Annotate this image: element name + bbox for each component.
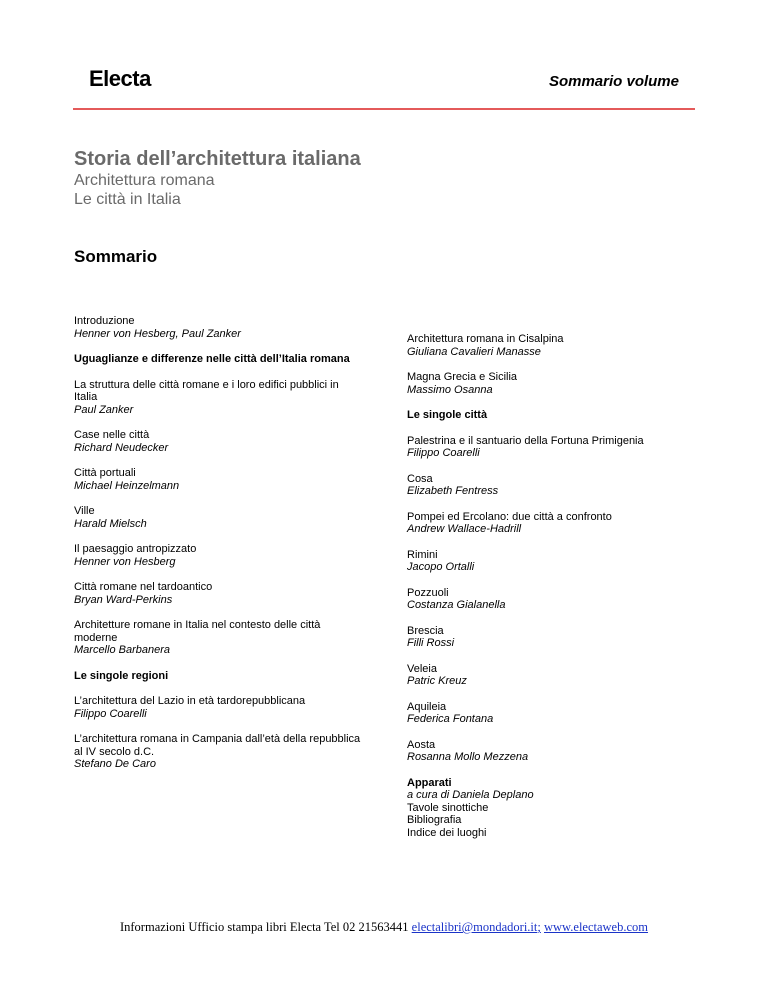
entry-title: Magna Grecia e Sicilia [407, 371, 518, 383]
entry-title: Cosa [407, 472, 433, 485]
entry-title: Introduzione [74, 315, 135, 327]
entry-author: Andrew Wallace-Hadrill [407, 523, 522, 535]
entry-title: Aquileia [407, 700, 447, 713]
entry-author: Filippo Coarelli [74, 707, 147, 720]
entry-title: Apparati [407, 776, 452, 789]
footer [0, 920, 768, 935]
entry-author: a cura di Daniela Deplano [407, 789, 534, 801]
entry-author: Jacopo Ortalli [407, 561, 475, 573]
contents-entry [407, 371, 697, 396]
entry-title: Architetture romane in Italia nel contesto delle città moderne [74, 619, 321, 644]
book-title: Storia dell’architettura italiana [74, 148, 361, 170]
footer-phone: Tel 02 21563441 [324, 920, 409, 934]
section-heading: Sommario [74, 247, 158, 266]
entry-author: Filippo Coarelli [407, 447, 480, 459]
footer-email-link[interactable]: electalibri@mondadori.it [411, 920, 538, 934]
document-kind: Sommario volume [548, 73, 679, 90]
contents-entry [74, 379, 364, 417]
entry-author: Giuliana Cavalieri Manasse [407, 345, 541, 358]
entry-title: Città portuali [74, 467, 136, 479]
entry-author: Richard Neudecker [74, 441, 169, 454]
book-subtitle: Architettura romana [74, 172, 215, 189]
entry-title: Ville [74, 505, 95, 517]
contents-entry [407, 587, 697, 612]
entry-author: Henner von Hesberg [74, 555, 176, 568]
entry-author: Federica Fontana [407, 713, 494, 725]
contents-entry [407, 511, 697, 536]
entry-author: Paul Zanker [74, 403, 134, 416]
contents-entry [407, 827, 697, 840]
entry-author: Patric Kreuz [407, 675, 467, 687]
contents-left-column [74, 315, 364, 771]
entry-title: Le singole regioni [74, 669, 169, 682]
contents-entry [74, 543, 364, 568]
entry-author: Massimo Osanna [407, 383, 493, 396]
contents-entry [407, 333, 697, 358]
entry-title: Tavole sinottiche [407, 801, 489, 814]
entry-title: Uguaglianze e differenze nelle città dell’Italia romana [74, 353, 350, 365]
contents-entry [407, 701, 697, 726]
contents-entry [74, 429, 364, 454]
contents-entry [407, 814, 697, 827]
contents-entry [74, 505, 364, 530]
entry-author: Stefano De Caro [74, 758, 156, 770]
entry-title: Pompei ed Ercolano: due città a confronto [407, 510, 612, 523]
entry-title: Brescia [407, 624, 444, 637]
entry-author: Henner von Hesberg, Paul Zanker [74, 327, 241, 340]
header-rule [73, 108, 695, 110]
contents-section-heading [407, 777, 697, 802]
entry-author: Costanza Gialanella [407, 599, 506, 611]
entry-title: Indice dei luoghi [407, 826, 487, 839]
contents-entry [407, 473, 697, 498]
contents-entry [407, 435, 697, 460]
contents-entry [407, 625, 697, 650]
entry-title: Pozzuoli [407, 586, 449, 599]
footer-label: Informazioni [119, 920, 186, 934]
footer-office: Ufficio stampa libri Electa [188, 920, 322, 934]
entry-title: Città romane nel tardoantico [74, 581, 213, 593]
entry-author: Rosanna Mollo Mezzena [407, 751, 529, 763]
footer-website-link[interactable]: www.electaweb.com [544, 920, 649, 934]
book-subtitle-2: Le città in Italia [74, 191, 181, 208]
entry-title: Case nelle città [74, 429, 150, 441]
entry-author: Marcello Barbanera [74, 644, 170, 656]
contents-entry [407, 663, 697, 688]
entry-title: Bibliografia [407, 814, 462, 826]
entry-title: Veleia [407, 662, 437, 675]
entry-title: Il paesaggio antropizzato [74, 543, 197, 555]
contents-entry [74, 619, 364, 657]
entry-title: Palestrina e il santuario della Fortuna Primigenia [407, 434, 644, 447]
title-block [74, 147, 361, 209]
entry-author: Elizabeth Fentress [407, 485, 499, 497]
electa-logo: Electa [89, 66, 151, 91]
contents-section-heading [74, 353, 364, 366]
contents-entry [407, 739, 697, 764]
entry-author: Michael Heinzelmann [74, 479, 180, 492]
entry-title: L’architettura romana in Campania dall’età della repubblica al IV secolo d.C. [74, 733, 361, 758]
entry-author: Filli Rossi [407, 637, 455, 649]
entry-author: Bryan Ward-Perkins [74, 593, 173, 606]
contents-entry [74, 733, 364, 771]
entry-title: Aosta [407, 738, 436, 751]
entry-title: Architettura romana in Cisalpina [407, 333, 564, 345]
entry-title: Le singole città [407, 409, 488, 421]
contents-entry [74, 581, 364, 606]
contents-entry [74, 695, 364, 720]
contents-entry [74, 315, 364, 340]
entry-title: La struttura delle città romane e i loro edifici pubblici in Italia [74, 378, 339, 403]
entry-author: Harald Mielsch [74, 517, 147, 530]
contents-entry [407, 802, 697, 815]
footer-separator: ; [537, 920, 541, 934]
contents-section-heading [74, 670, 364, 683]
entry-title: L’architettura del Lazio in età tardorepubblicana [74, 695, 306, 707]
contents-section-heading [407, 409, 697, 422]
contents-entry [407, 549, 697, 574]
entry-title: Rimini [407, 548, 438, 561]
contents-right-column [407, 333, 697, 839]
contents-entry [74, 467, 364, 492]
